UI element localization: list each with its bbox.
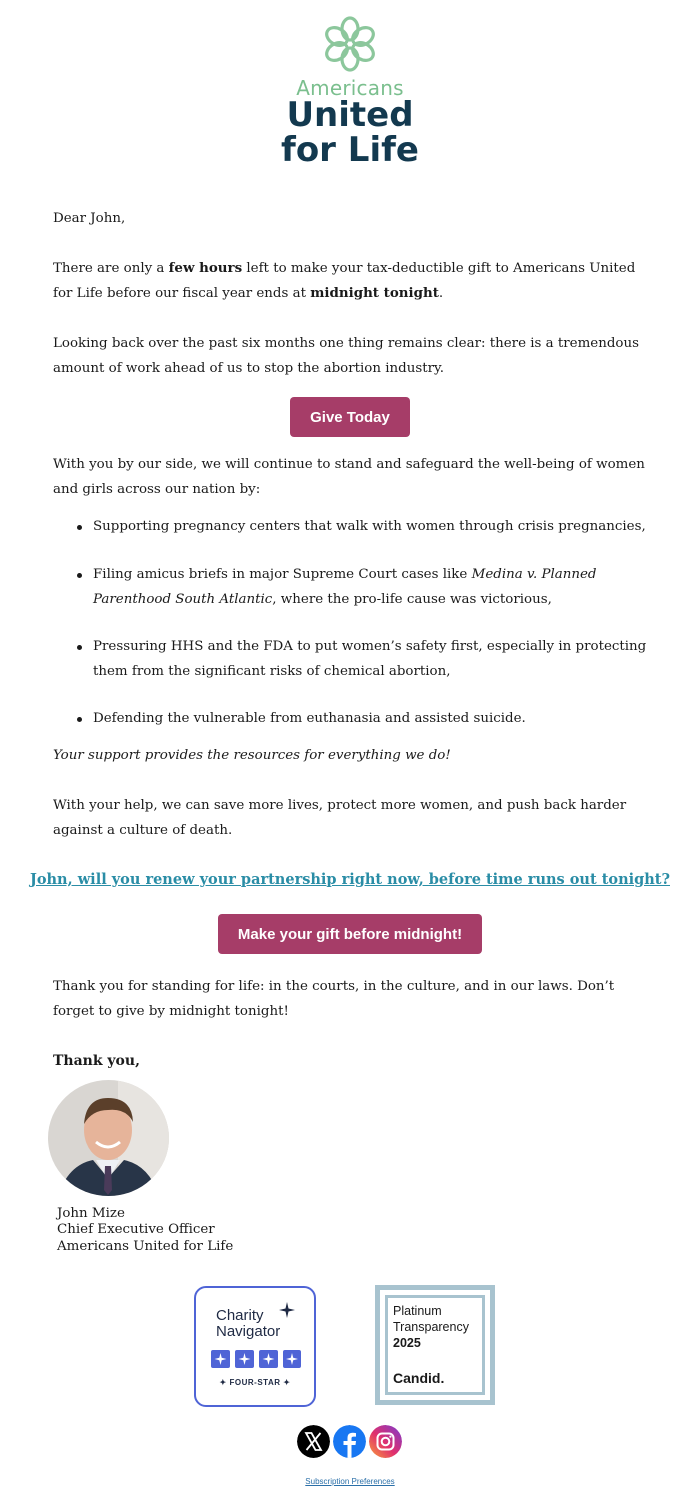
four-star-rating [211, 1350, 301, 1368]
charity-rating-text: FOUR-STAR [229, 1378, 281, 1387]
logo-text-americans: Americans [296, 76, 404, 100]
signature-title: Chief Executive Officer [57, 1222, 215, 1237]
charity-line1: Charity [216, 1307, 264, 1324]
charity-navigator-badge[interactable] [194, 1286, 316, 1407]
star-row-icon [211, 1350, 301, 1368]
support-italic-line: Your support provides the resources for everything we do! [53, 748, 451, 763]
bullet-dot-icon [77, 645, 82, 650]
candid-line1: Platinum [393, 1304, 442, 1318]
greeting: Dear John, [53, 211, 126, 226]
give-today-button[interactable]: Give Today [290, 397, 410, 437]
charity-line2: Navigator [216, 1323, 281, 1340]
p1-text-e: . [438, 286, 444, 301]
bullet-text: Pressuring HHS and the FDA to put women’s safety first, especially in protecting them from the significant risks of chemical abortion, [93, 639, 647, 679]
p1-bold-midnight: midnight tonight [310, 285, 439, 301]
closing: Thank you, [53, 1053, 140, 1069]
candid-badge[interactable] [375, 1285, 495, 1405]
bullet-dot-icon [77, 525, 82, 530]
list-item [53, 634, 673, 684]
paragraph-few-hours [53, 256, 653, 306]
candid-brand: Candid. [393, 1370, 445, 1386]
signature-name: John Mize [57, 1206, 125, 1221]
paragraph-thank-you: Thank you for standing for life: in the courts, in the culture, and in our laws. Don’t forget to give by midnight tonight! [53, 979, 615, 1019]
paragraph-by-our-side: With you by our side, we will continue to stand and safeguard the well-being of women and girls across our nation by: [53, 457, 645, 497]
list-item [53, 562, 673, 612]
avatar [48, 1080, 169, 1196]
p1-text-c: left to make your tax-deductible gift to Americans United for Life before our fiscal year ends at [53, 261, 636, 301]
list-item [53, 706, 673, 731]
instagram-icon[interactable] [369, 1425, 402, 1458]
subscription-preferences-link[interactable]: Subscription Preferences [305, 1477, 395, 1486]
facebook-icon[interactable] [333, 1425, 366, 1458]
paragraph-with-your-help: With your help, we can save more lives, protect more women, and push back harder against a culture of death. [53, 798, 627, 838]
charity-rating-label: ✦ FOUR-STAR ✦ [219, 1378, 291, 1387]
list-item [53, 514, 673, 539]
logo-text-for-life: for Life [281, 130, 419, 170]
sparkle-icon [278, 1301, 296, 1319]
bullet-dot-icon [77, 573, 82, 578]
flower-logo-icon [318, 12, 382, 76]
candid-text [393, 1303, 469, 1351]
signature-org: Americans United for Life [57, 1239, 234, 1254]
bullet-dot-icon [77, 717, 82, 722]
candid-year: 2025 [393, 1336, 421, 1350]
bullet-text: Defending the vulnerable from euthanasia and assisted suicide. [93, 711, 526, 726]
bullet-text: Supporting pregnancy centers that walk with women through crisis pregnancies, [93, 519, 646, 534]
p1-bold-few-hours: few hours [168, 260, 243, 276]
bullet-case-name: Medina v. Planned Parenthood South Atlantic [93, 567, 597, 607]
renew-partnership-link[interactable]: John, will you renew your partnership right now, before time runs out tonight? [29, 871, 670, 888]
candid-line2: Transparency [393, 1320, 469, 1334]
x-icon[interactable] [297, 1425, 330, 1458]
paragraph-looking-back: Looking back over the past six months one thing remains clear: there is a tremendous amount of work ahead of us to stop the abortion industry. [53, 336, 639, 376]
logo-text-united: United [286, 95, 414, 135]
p1-text-a: There are only a [53, 261, 169, 276]
make-gift-button[interactable]: Make your gift before midnight! [218, 914, 482, 954]
bullet-text-b: , where the pro-life cause was victorious, [272, 592, 552, 607]
bullet-text-a: Filing amicus briefs in major Supreme Court cases like [93, 567, 472, 582]
